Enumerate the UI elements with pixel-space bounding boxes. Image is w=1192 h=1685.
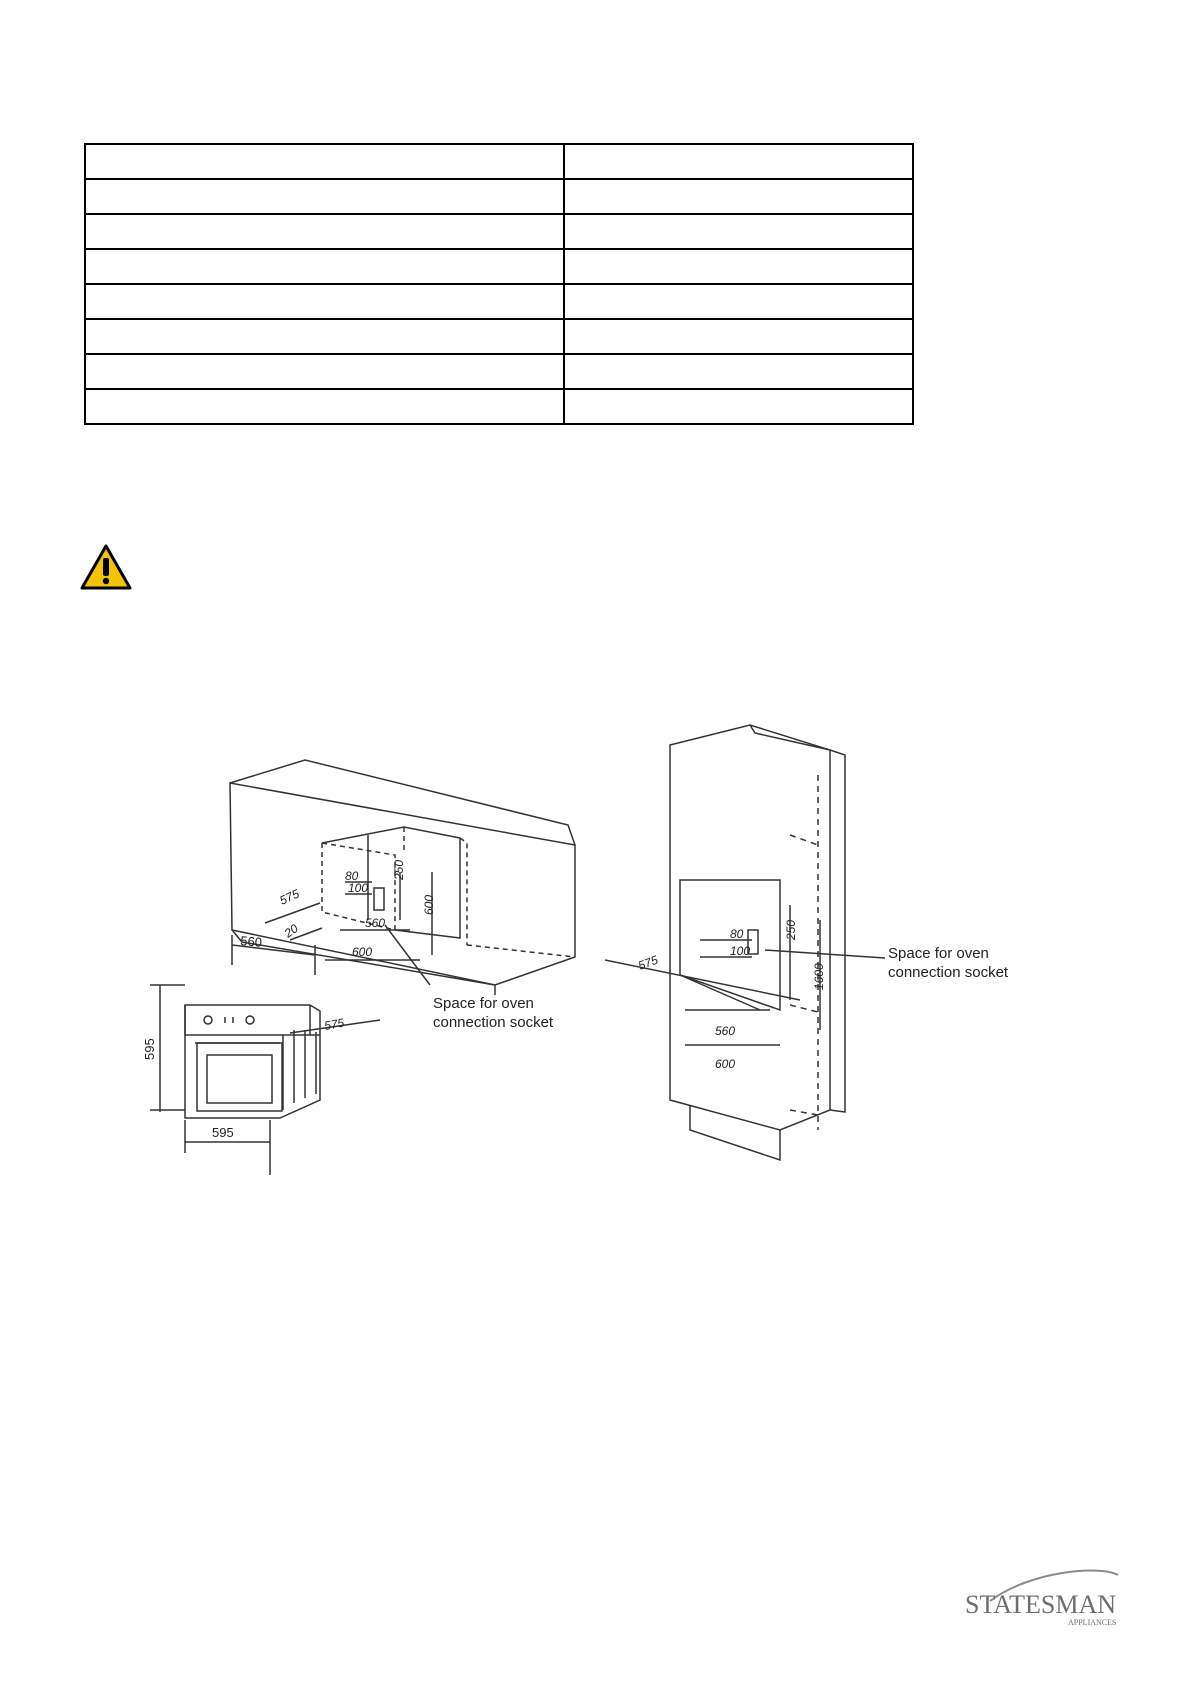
dim-1600: 1600 (812, 963, 826, 990)
dim-20: 20 (281, 921, 301, 941)
brand-sub: APPLIANCES (1068, 1618, 1117, 1627)
oven-width-bottom: 595 (212, 1125, 234, 1140)
dim-100: 100 (730, 944, 751, 958)
dim-80: 80 (345, 869, 359, 883)
statesman-logo (960, 1563, 1140, 1633)
dim-560: 560 (365, 916, 386, 930)
dim-80: 80 (730, 927, 744, 941)
socket-label: connection socket (888, 964, 1009, 981)
oven-width-top: 560 (239, 933, 263, 950)
dim-600: 600 (715, 1057, 736, 1071)
oven-depth: 575 (323, 1015, 346, 1033)
socket-label: Space for oven (433, 995, 534, 1012)
socket-label: Space for oven (888, 945, 989, 962)
dim-575: 575 (636, 952, 660, 973)
dim-600: 600 (352, 945, 373, 959)
dim-250: 250 (392, 859, 406, 880)
dim-575: 575 (277, 886, 302, 908)
socket-label: connection socket (433, 1014, 554, 1031)
brand-name: STATESMAN (965, 1590, 1117, 1619)
oven-illustration (150, 935, 380, 1175)
dim-560: 560 (715, 1024, 736, 1038)
dim-100: 100 (348, 881, 369, 895)
dim-250: 250 (784, 919, 798, 940)
tall-housing-cabinet (605, 725, 885, 1160)
oven-height: 595 (142, 1038, 157, 1060)
dim-600-height: 600 (422, 894, 436, 915)
